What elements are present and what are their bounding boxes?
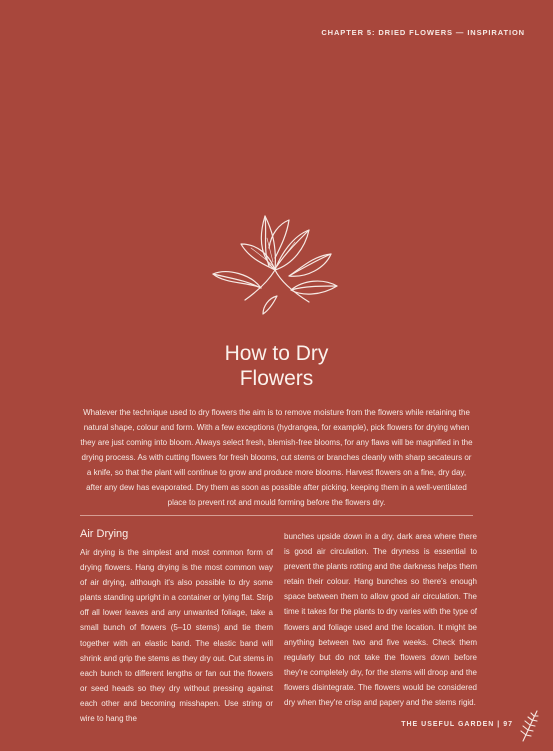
title-line-2: Flowers — [239, 367, 314, 390]
intro-paragraph: Whatever the technique used to dry flowers the aim is to remove moisture from the flowers while retaining the natural shape, colour and form. With a few exceptions (hydrangea, for example), pick flowers for drying when they are just coming into bloom. Always select fresh, blemish-free blooms, for any flaws will be magnified in the drying process. As with cutting flowers for fresh blooms, cut stems or branches cleanly with sharp secateurs or a knife, so that the plant will continue to grow and produce more blooms. Harvest flowers on a fine, dry day, after any dew has evaporated. Dry them as soon as possible after picking, keeping them in a well-ventilated place to prevent rot and mould forming before the flowers dry. — [80, 408, 473, 507]
fern-leaf-icon — [519, 709, 541, 743]
body-column-right — [284, 529, 477, 710]
page-title — [0, 341, 553, 391]
body-column-left — [80, 525, 273, 726]
chapter-running-head: CHAPTER 5: DRIED FLOWERS — INSPIRATION — [321, 28, 525, 37]
footer-separator: | — [497, 721, 501, 728]
magnolia-flower-icon — [205, 208, 345, 316]
page-number: 97 — [503, 721, 513, 728]
body-text-left: Air drying is the simplest and most common form of drying flowers. Hang drying is the most common way of air drying, although it's also possible to dry some plants standing upright in a container or lying flat. Strip off all lower leaves and any unwanted foliage, take a small bunch of flowers (5–10 stems) and tie them together with an elastic band. The elastic band will shrink and grip the stems as they dry out. Cut stems in each bunch to different lengths or fan out the flowers or seed heads so they dry without pressing against each other and becoming misshapen. Use string or wire to hang the — [80, 548, 273, 724]
page-footer — [401, 721, 513, 728]
title-line-1: How to Dry — [224, 342, 329, 365]
footer-book-title: THE USEFUL GARDEN — [401, 721, 495, 728]
section-heading: Air Drying — [80, 528, 129, 540]
section-divider — [80, 515, 473, 516]
body-text-right: bunches upside down in a dry, dark area where there is good air circulation. The dryness is essential to prevent the plants rotting and the darkness helps them retain their colour. Hang bunches so there's enough space between them to allow good air circulation. The time it takes for the plants to dry varies with the type of flowers and foliage used and the location. It might be anything between two and five weeks. Check them regularly but do not take the flowers down before they're completely dry, for the stems will droop and the flowers disintegrate. The flowers would be considered dry when they're crisp and papery and the stems rigid. — [284, 532, 478, 708]
